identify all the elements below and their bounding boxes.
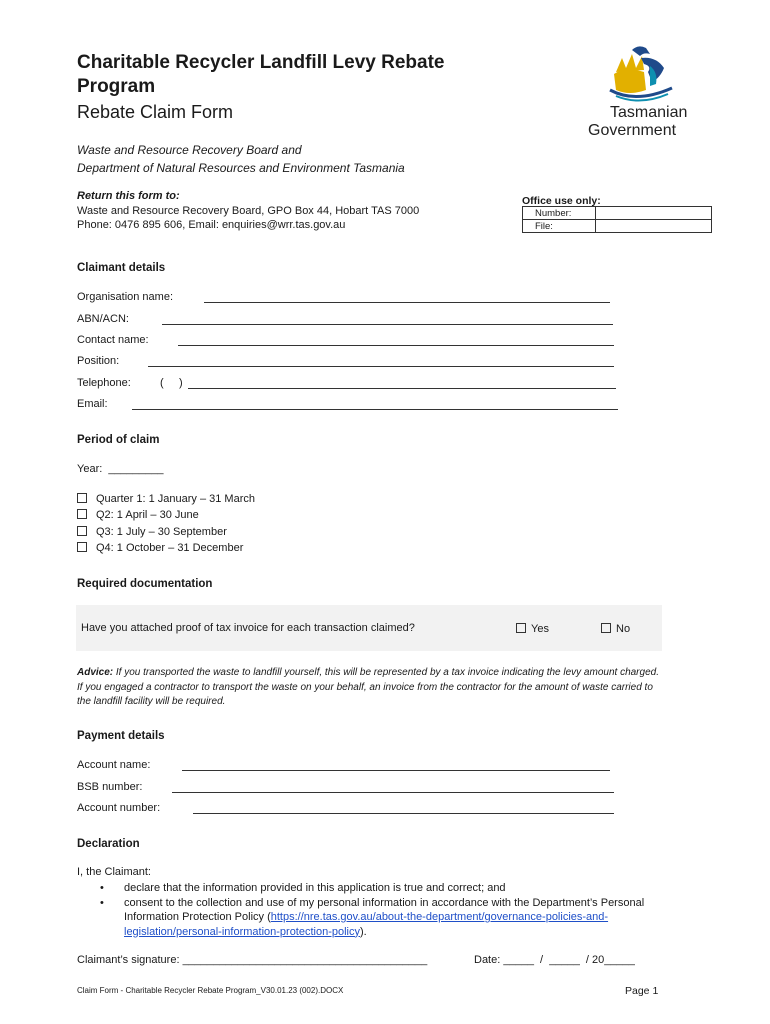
page-number: Page 1 bbox=[625, 985, 659, 997]
account-number-label: Account number: bbox=[77, 802, 161, 814]
office-use-heading: Office use only: bbox=[522, 195, 601, 207]
declaration-item bbox=[77, 881, 667, 896]
declaration-item-end: ). bbox=[360, 925, 367, 938]
abn-input-line[interactable] bbox=[162, 324, 613, 325]
declaration-list bbox=[77, 881, 667, 939]
contact-name-label: Contact name: bbox=[77, 334, 149, 346]
form-subtitle: Rebate Claim Form bbox=[77, 102, 234, 122]
quarter-3-label: Q3: 1 July – 30 September bbox=[96, 526, 227, 538]
office-number-label: Number: bbox=[523, 207, 596, 220]
form-title-line1: Charitable Recycler Landfill Levy Rebate bbox=[77, 52, 445, 73]
organisation-label: Organisation name: bbox=[77, 291, 173, 303]
quarter-4-label: Q4: 1 October – 31 December bbox=[96, 542, 244, 554]
bullet-icon: • bbox=[100, 896, 104, 909]
account-name-label: Account name: bbox=[77, 759, 151, 771]
advice-label: Advice: bbox=[77, 667, 114, 678]
advice-text: If you transported the waste to landfill yourself, this will be represented by a tax invoice indicating the levy amount charged. If you engaged a contractor to transport the waste on your behalf, an invoice from the contractor for the amount of waste carried to the landfill facility will be required. bbox=[77, 667, 659, 707]
account-name-input-line[interactable] bbox=[182, 770, 610, 771]
documentation-yes-option[interactable] bbox=[516, 623, 549, 635]
office-file-field bbox=[596, 220, 712, 233]
logo-text-line1: Tasmanian bbox=[610, 104, 688, 121]
claimant-details-heading: Claimant details bbox=[77, 262, 166, 274]
bullet-icon: • bbox=[100, 882, 104, 894]
tasmanian-tiger-icon bbox=[586, 44, 698, 106]
telephone-area-code: ( ) bbox=[160, 377, 183, 389]
quarter-3-option[interactable] bbox=[77, 526, 227, 538]
declaration-heading: Declaration bbox=[77, 838, 140, 850]
return-contact: Phone: 0476 895 606, Email: enquiries@wrr.tas.gov.au bbox=[77, 219, 346, 231]
privacy-policy-link[interactable]: https://nre.tas.gov.au/about-the-department/governance-policies-and-legislation/personal-information-protection-policy bbox=[124, 911, 609, 938]
email-label: Email: bbox=[77, 398, 108, 410]
documentation-no-option[interactable] bbox=[601, 623, 630, 635]
position-input-line[interactable] bbox=[148, 366, 614, 367]
office-number-field bbox=[596, 207, 712, 220]
date-field[interactable]: Date: _____ / _____ / 20_____ bbox=[474, 954, 635, 966]
logo-text-line2: Government bbox=[588, 122, 677, 139]
year-field[interactable]: Year: _________ bbox=[77, 463, 164, 475]
quarter-2-option[interactable] bbox=[77, 509, 199, 521]
period-heading: Period of claim bbox=[77, 434, 160, 446]
organisation-line2: Department of Natural Resources and Environment Tasmania bbox=[77, 161, 405, 175]
email-input-line[interactable] bbox=[132, 409, 618, 410]
payment-heading: Payment details bbox=[77, 730, 165, 742]
checkbox-icon[interactable] bbox=[77, 526, 87, 536]
form-title-line2: Program bbox=[77, 76, 156, 97]
checkbox-icon[interactable] bbox=[77, 509, 87, 519]
telephone-input-line[interactable] bbox=[188, 388, 616, 389]
quarter-4-option[interactable] bbox=[77, 542, 243, 554]
telephone-label: Telephone: bbox=[77, 377, 131, 389]
abn-label: ABN/ACN: bbox=[77, 313, 129, 325]
no-label: No bbox=[616, 623, 631, 635]
declaration-item bbox=[77, 896, 667, 940]
quarter-1-option[interactable] bbox=[77, 493, 255, 505]
declaration-item-text: consent to the collection and use of my personal information in accordance with the Department’s Personal Information Protection Policy ( bbox=[124, 896, 645, 923]
return-heading: Return this form to: bbox=[77, 190, 180, 202]
quarter-2-label: Q2: 1 April – 30 June bbox=[96, 509, 199, 521]
declaration-item-text: declare that the information provided in this application is true and correct; and bbox=[124, 882, 506, 894]
checkbox-icon[interactable] bbox=[77, 542, 87, 552]
organisation-line1: Waste and Resource Recovery Board and bbox=[77, 143, 302, 157]
footer-document-name: Claim Form - Charitable Recycler Rebate Program_V30.01.23 (002).DOCX bbox=[77, 986, 344, 995]
checkbox-icon[interactable] bbox=[516, 623, 526, 633]
advice-paragraph bbox=[77, 666, 667, 710]
office-file-label: File: bbox=[523, 220, 596, 233]
tasmanian-government-logo bbox=[586, 44, 698, 144]
documentation-heading: Required documentation bbox=[77, 578, 213, 590]
declaration-intro: I, the Claimant: bbox=[77, 866, 151, 878]
position-label: Position: bbox=[77, 355, 120, 367]
checkbox-icon[interactable] bbox=[601, 623, 611, 633]
documentation-question: Have you attached proof of tax invoice for each transaction claimed? bbox=[81, 622, 415, 634]
bsb-label: BSB number: bbox=[77, 781, 143, 793]
office-use-table bbox=[522, 206, 712, 233]
return-address: Waste and Resource Recovery Board, GPO Box 44, Hobart TAS 7000 bbox=[77, 205, 420, 217]
account-number-input-line[interactable] bbox=[193, 813, 614, 814]
contact-name-input-line[interactable] bbox=[178, 345, 614, 346]
checkbox-icon[interactable] bbox=[77, 493, 87, 503]
signature-field[interactable]: Claimant’s signature: ________________________________________ bbox=[77, 954, 428, 966]
yes-label: Yes bbox=[531, 623, 549, 635]
bsb-input-line[interactable] bbox=[172, 792, 614, 793]
organisation-input-line[interactable] bbox=[204, 302, 610, 303]
quarter-1-label: Quarter 1: 1 January – 31 March bbox=[96, 493, 255, 505]
